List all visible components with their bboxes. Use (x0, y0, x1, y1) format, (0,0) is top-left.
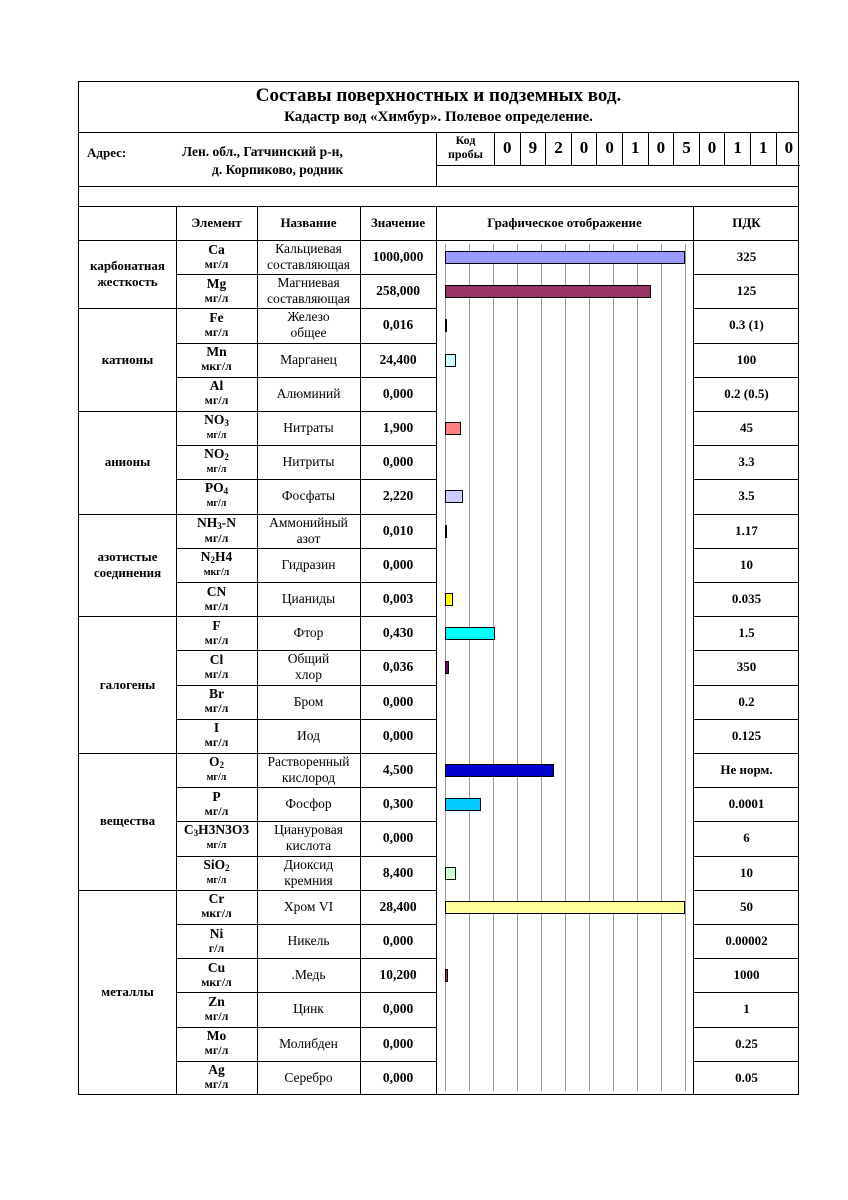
pdk-cell: 0.3 (1) (729, 317, 764, 333)
element-cell (176, 479, 257, 513)
name-line-1: Фосфаты (281, 488, 336, 504)
element-symbol (210, 379, 224, 393)
element-symbol-main: P (212, 788, 221, 804)
element-unit: мг/л (204, 530, 229, 545)
name-cell (257, 821, 360, 855)
group-label (79, 411, 176, 514)
element-symbol-subscript: 3 (217, 520, 222, 531)
element-symbol-main: Ag (208, 1062, 225, 1078)
value-bar (445, 661, 449, 674)
element-unit: мкг/л (201, 359, 232, 374)
pdk-cell: 0.125 (731, 727, 762, 743)
sample-code-label-line-1: Код (455, 133, 476, 147)
name-cell (257, 411, 360, 445)
element-cell (176, 890, 257, 924)
element-cell (176, 924, 257, 958)
name-cell (257, 958, 360, 992)
address-line-2: д. Корпиково, родник (212, 162, 344, 177)
element-symbol-main: Mg (206, 275, 227, 291)
value-bar (445, 422, 461, 435)
name-line-1: Общий (287, 651, 330, 667)
value-bar (445, 593, 453, 606)
value-bar (445, 354, 456, 367)
element-unit: мкг/л (201, 974, 232, 989)
name-line-2: составляющая (267, 291, 350, 307)
name-line-1: Бром (293, 693, 324, 709)
element-unit: мг/л (206, 430, 227, 442)
element-unit: мг/л (204, 701, 229, 716)
element-symbol (184, 823, 249, 838)
pdk-cell: 325 (736, 249, 757, 265)
value-cell: 1,900 (382, 420, 414, 436)
group-label (79, 616, 176, 753)
sample-code-digit: 0 (596, 132, 622, 165)
element-symbol-main: Cu (207, 959, 226, 975)
sample-code-digit: 2 (545, 132, 571, 165)
group-label-line-1: металлы (101, 984, 154, 1000)
element-symbol-main: Zn (208, 993, 225, 1009)
value-cell: 0,000 (382, 933, 414, 949)
name-line-1: Растворенный (267, 754, 350, 770)
pdk-cell: 125 (736, 283, 757, 299)
column-header-element: Элемент (191, 215, 242, 230)
group-label-line-1: анионы (104, 454, 151, 470)
element-symbol-main: NO (204, 446, 225, 462)
pdk-cell: 1.17 (735, 522, 758, 538)
element-symbol-main: SiO (203, 856, 226, 872)
name-cell (257, 650, 360, 684)
element-cell (176, 753, 257, 787)
name-line-1: Нитриты (282, 454, 335, 470)
pdk-cell: 0.2 (0.5) (724, 385, 769, 401)
element-cell (176, 274, 257, 308)
name-cell (257, 753, 360, 787)
element-unit: мг/л (204, 290, 229, 305)
pdk-cell: 0.0001 (728, 796, 765, 812)
element-symbol (212, 619, 220, 633)
report-subtitle: Кадастр вод «Химбур». Полевое определение. (284, 109, 593, 125)
value-cell: 0,300 (382, 796, 414, 812)
value-bar (445, 251, 685, 264)
name-line-1: Фосфор (285, 796, 332, 812)
name-line-2: азот (296, 530, 321, 546)
graph-gridline (493, 244, 494, 1091)
element-symbol-main: C (183, 822, 194, 838)
element-unit: мкг/л (203, 566, 230, 578)
element-symbol-main: Ca (208, 241, 225, 257)
value-bar (445, 490, 463, 503)
element-symbol (212, 790, 220, 804)
name-cell (257, 924, 360, 958)
name-cell (257, 787, 360, 821)
element-cell (176, 719, 257, 753)
graph-gridline (469, 244, 470, 1091)
name-line-1: Гидразин (281, 556, 336, 572)
element-unit: мг/л (204, 666, 229, 681)
value-cell: 0,430 (382, 625, 414, 641)
element-cell (176, 343, 257, 377)
value-cell: 10,200 (379, 967, 417, 983)
element-cell (176, 1061, 257, 1095)
name-cell (257, 514, 360, 548)
address-row (79, 132, 798, 186)
element-symbol (210, 927, 224, 941)
group-label-line-1: вещества (99, 813, 156, 829)
element-unit: мг/л (204, 632, 229, 647)
water-report-sheet (78, 81, 799, 1095)
name-line-1: Марганец (280, 351, 337, 367)
name-line-1: Диоксид (283, 856, 334, 872)
element-unit: мг/л (206, 772, 227, 784)
value-cell: 8,400 (382, 864, 414, 880)
element-unit: мкг/л (201, 906, 232, 921)
sample-code-box (436, 132, 800, 166)
group-label-line-2: соединения (93, 564, 162, 580)
element-symbol (207, 585, 227, 599)
graph-gridline (541, 244, 542, 1091)
graph-gridline (685, 244, 686, 1091)
name-cell (257, 1027, 360, 1061)
value-cell: 0,000 (382, 454, 414, 470)
element-cell (176, 582, 257, 616)
value-bar (445, 525, 447, 538)
name-line-1: Алюминий (276, 385, 341, 401)
address-line-1: Лен. обл., Гатчинский р-н, (182, 144, 343, 159)
pdk-cell: 6 (743, 830, 750, 846)
pdk-cell: 100 (736, 351, 757, 367)
element-unit: мг/л (204, 324, 229, 339)
element-cell (176, 411, 257, 445)
element-cell (176, 1027, 257, 1061)
sample-code-digit: 0 (494, 132, 520, 165)
element-symbol-main: O (208, 754, 220, 770)
element-cell (176, 821, 257, 855)
element-symbol (208, 1063, 225, 1077)
group-label (79, 753, 176, 890)
pdk-cell: 1.5 (738, 625, 755, 641)
pdk-cell: 350 (736, 659, 757, 675)
element-symbol-main: Mn (206, 344, 227, 360)
graph-gridline (565, 244, 566, 1091)
name-cell (257, 377, 360, 411)
pdk-cell: 0.035 (731, 591, 762, 607)
element-symbol (208, 961, 225, 975)
name-line-1: Нитраты (283, 420, 334, 436)
element-cell (176, 240, 257, 274)
name-line-1: Аммонийный (269, 514, 348, 530)
pdk-cell: 3.5 (738, 488, 755, 504)
name-line-1: .Медь (291, 967, 326, 983)
pdk-cell: 0.00002 (725, 933, 768, 949)
value-cell: 0,010 (382, 522, 414, 538)
name-line-2: кремния (284, 872, 333, 888)
name-cell (257, 582, 360, 616)
graph-gridline (661, 244, 662, 1091)
pdk-cell: 0.25 (735, 1035, 758, 1051)
name-line-2: кислота (285, 838, 332, 854)
value-cell: 0,000 (382, 556, 414, 572)
element-symbol-main: Br (209, 686, 224, 702)
element-symbol (204, 447, 229, 462)
element-symbol-subscript: 4 (223, 486, 229, 497)
name-cell (257, 479, 360, 513)
name-line-1: Иод (297, 727, 320, 743)
element-cell (176, 616, 257, 650)
group-divider (693, 890, 798, 891)
value-cell: 0,036 (382, 659, 414, 675)
column-header-pdk: ПДК (732, 215, 761, 230)
element-unit: мг/л (204, 598, 229, 613)
value-cell: 28,400 (379, 898, 417, 914)
element-cell (176, 856, 257, 890)
element-symbol (208, 243, 225, 257)
element-unit: мг/л (204, 735, 229, 750)
sample-code-digit: 0 (699, 132, 725, 165)
group-divider (693, 616, 798, 617)
value-cell: 0,003 (382, 591, 414, 607)
name-cell (257, 308, 360, 342)
value-cell: 0,000 (382, 1035, 414, 1051)
name-line-1: Железо (287, 309, 330, 325)
name-line-2: хлор (295, 667, 322, 683)
element-cell (176, 377, 257, 411)
sample-code-digit: 5 (673, 132, 699, 165)
group-label (79, 240, 176, 308)
element-unit: мг/л (204, 1077, 229, 1092)
element-symbol (209, 311, 223, 325)
graph-gridline (589, 244, 590, 1091)
element-symbol-subscript: 2 (224, 452, 229, 463)
column-header-name: Название (280, 215, 337, 230)
name-line-2: составляющая (267, 257, 350, 273)
sample-code-label (437, 133, 494, 161)
element-symbol-main: Cl (209, 651, 224, 667)
name-cell (257, 445, 360, 479)
name-line-1: Серебро (284, 1069, 333, 1085)
element-symbol-subscript: 3 (193, 828, 199, 839)
element-cell (176, 685, 257, 719)
group-label (79, 514, 176, 617)
group-label (79, 890, 176, 1095)
element-unit: мг/л (206, 874, 227, 886)
graph-gridline (637, 244, 638, 1091)
group-label (79, 308, 176, 411)
element-symbol-main: Mo (206, 1028, 227, 1044)
name-line-1: Цианиды (281, 591, 336, 607)
sample-code-digit: 0 (648, 132, 674, 165)
element-symbol (203, 858, 229, 873)
element-unit: мг/л (204, 803, 229, 818)
sample-code-spacer (436, 166, 800, 186)
element-symbol (201, 550, 233, 565)
element-symbol-main: NH (197, 514, 218, 530)
pdk-cell: 45 (740, 420, 753, 436)
graph-gridline (517, 244, 518, 1091)
report-header (79, 82, 798, 133)
sample-code-digit: 1 (750, 132, 776, 165)
element-unit: мг/л (206, 464, 227, 476)
element-symbol-tail: -N (221, 514, 236, 530)
value-bar (445, 319, 447, 332)
name-line-1: Никель (287, 933, 330, 949)
sample-code-digit: 1 (724, 132, 750, 165)
name-line-1: Хром VI (283, 898, 334, 914)
value-cell: 0,016 (382, 317, 414, 333)
element-unit: мг/л (204, 1043, 229, 1058)
name-line-1: Циануровая (274, 822, 343, 838)
element-symbol-subscript: 2 (210, 554, 215, 565)
element-cell (176, 548, 257, 582)
sample-code-digit: 0 (776, 132, 802, 165)
value-cell: 24,400 (379, 351, 417, 367)
element-unit: г/л (208, 940, 225, 955)
element-symbol (208, 995, 225, 1009)
group-label-line-1: карбонатная (90, 258, 165, 274)
value-cell: 2,220 (382, 488, 414, 504)
sample-code-label-line-2: пробы (448, 147, 483, 161)
element-symbol-main: NO (204, 412, 225, 428)
value-bar (445, 627, 495, 640)
name-cell (257, 719, 360, 753)
element-symbol-main: F (212, 617, 221, 633)
name-line-1: Фтор (293, 625, 324, 641)
value-cell: 0,000 (382, 693, 414, 709)
element-symbol (204, 413, 229, 428)
element-cell (176, 958, 257, 992)
value-cell: 0,000 (382, 385, 414, 401)
name-line-1: Кальциевая (275, 241, 342, 257)
element-symbol-main: I (213, 720, 220, 736)
graph-gridline (613, 244, 614, 1091)
element-symbol (207, 277, 227, 291)
pdk-cell: 50 (740, 898, 753, 914)
name-cell (257, 616, 360, 650)
pdk-cell: 3.3 (738, 454, 755, 470)
value-bar (445, 764, 554, 777)
sample-code-digit: 0 (571, 132, 597, 165)
element-symbol-tail: H4 (214, 548, 233, 564)
element-symbol-subscript: 2 (225, 862, 230, 873)
element-unit: мг/л (204, 1008, 229, 1023)
group-label-line-1: азотистые (97, 548, 158, 564)
element-cell (176, 787, 257, 821)
group-divider (693, 753, 798, 754)
name-cell (257, 685, 360, 719)
element-cell (176, 514, 257, 548)
element-symbol (214, 721, 219, 735)
element-symbol (210, 653, 224, 667)
element-symbol-main: Al (209, 378, 224, 394)
element-symbol-main: Cr (208, 891, 225, 907)
element-symbol (205, 481, 228, 496)
group-divider (693, 411, 798, 412)
element-unit: мг/л (206, 840, 227, 852)
pdk-cell: 10 (740, 864, 753, 880)
name-line-1: Молибден (279, 1035, 338, 1051)
name-cell (257, 240, 360, 274)
value-cell: 0,000 (382, 727, 414, 743)
element-symbol-main: CN (206, 583, 227, 599)
element-symbol-tail: H3N3O3 (198, 822, 250, 838)
element-symbol (209, 687, 224, 701)
column-header-value: Значение (370, 215, 426, 230)
group-divider (693, 514, 798, 515)
element-symbol-subscript: 2 (219, 760, 224, 771)
element-symbol (197, 516, 236, 531)
pdk-cell: 0.2 (738, 693, 755, 709)
name-cell (257, 992, 360, 1026)
group-label-line-1: катионы (101, 351, 154, 367)
name-cell (257, 1061, 360, 1095)
pdk-cell: Не норм. (720, 762, 773, 778)
name-line-2: общее (290, 325, 327, 341)
value-cell: 0,000 (382, 1001, 414, 1017)
value-bar (445, 969, 448, 982)
sample-code-digit: 1 (622, 132, 648, 165)
element-symbol (209, 755, 224, 770)
name-line-2: кислород (281, 770, 336, 786)
group-label-line-1: галогены (99, 676, 156, 692)
pdk-cell: 1000 (733, 967, 760, 983)
group-divider (693, 308, 798, 309)
element-symbol-main: Fe (209, 309, 224, 325)
element-unit: мг/л (204, 393, 229, 408)
element-cell (176, 650, 257, 684)
name-cell (257, 274, 360, 308)
name-cell (257, 343, 360, 377)
pdk-cell: 1 (743, 1001, 750, 1017)
element-symbol (206, 345, 226, 359)
group-label-line-2: жесткость (97, 274, 158, 290)
name-cell (257, 890, 360, 924)
column-divider (436, 206, 437, 1095)
element-symbol-main: PO (204, 480, 224, 496)
name-line-1: Магниевая (277, 275, 340, 291)
report-title: Составы поверхностных и подземных вод. (255, 85, 622, 106)
element-cell (176, 308, 257, 342)
name-line-1: Цинк (293, 1001, 324, 1017)
element-cell (176, 445, 257, 479)
element-symbol-main: N (200, 548, 211, 564)
value-cell: 0,000 (382, 830, 414, 846)
name-cell (257, 548, 360, 582)
element-unit: мг/л (206, 498, 227, 510)
pdk-cell: 10 (740, 556, 753, 572)
value-bar (445, 901, 685, 914)
address-label: Адрес: (87, 145, 127, 160)
element-symbol-main: Ni (209, 925, 224, 941)
value-bar (445, 798, 481, 811)
column-header-graph: Графическое отображение (487, 215, 642, 230)
value-bar (445, 867, 456, 880)
name-cell (257, 856, 360, 890)
element-symbol (207, 1029, 227, 1043)
value-cell: 4,500 (382, 762, 414, 778)
divider (79, 186, 798, 187)
value-cell: 0,000 (382, 1069, 414, 1085)
element-symbol-subscript: 3 (224, 418, 229, 429)
value-bar (445, 285, 651, 298)
element-cell (176, 992, 257, 1026)
sample-code-digit: 9 (520, 132, 546, 165)
value-cell: 1000,000 (372, 249, 424, 265)
value-cell: 258,000 (376, 283, 420, 299)
element-symbol (209, 892, 225, 906)
element-unit: мг/л (204, 256, 229, 271)
pdk-cell: 0.05 (735, 1069, 758, 1085)
